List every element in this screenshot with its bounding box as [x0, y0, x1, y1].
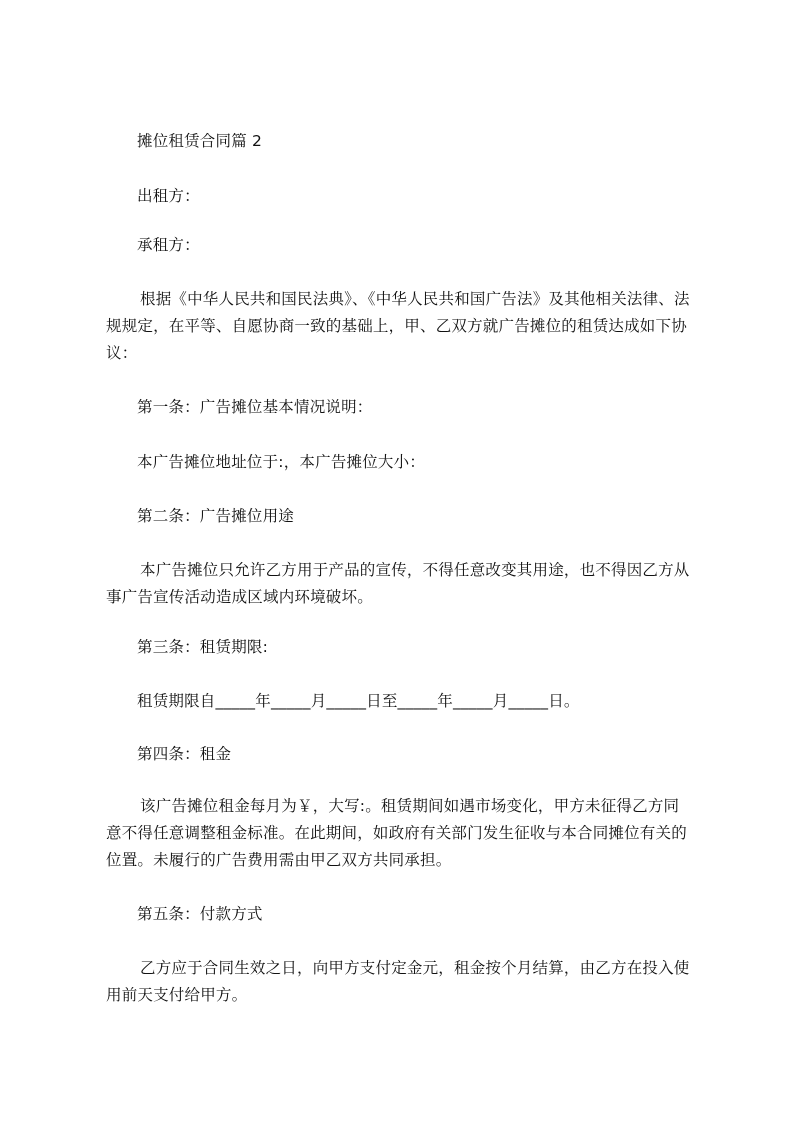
article-5-line: 用前天支付给甲方。 [106, 986, 248, 1004]
article-4-line: 该广告摊位租金每月为￥，大写:。租赁期间如遇市场变化，甲方未征得乙方同 [140, 797, 680, 815]
intro-line: 根据《中华人民共和国民法典》、《中华人民共和国广告法》及其他相关法律、法 [140, 290, 690, 308]
article-4-line: 意不得任意调整租金标准。在此期间，如政府有关部门发生征收与本合同摊位有关的 [106, 824, 687, 842]
article-2-line: 本广告摊位只允许乙方用于产品的宣传，不得任意改变其用途，也不得因乙方从 [140, 561, 690, 579]
article-5-heading: 第五条：付款方式 [137, 905, 263, 923]
article-1-heading: 第一条：广告摊位基本情况说明： [137, 398, 373, 416]
article-4-line: 位置。未履行的广告费用需由甲乙双方共同承担。 [106, 851, 452, 869]
article-5-line: 乙方应于合同生效之日，向甲方支付定金元，租金按个月结算，由乙方在投入使 [140, 959, 690, 977]
article-3-heading: 第三条：租赁期限: [137, 638, 269, 656]
intro-line: 规规定，在平等、自愿协商一致的基础上，甲、乙双方就广告摊位的租赁达成如下协 [106, 317, 687, 335]
intro-line: 议： [106, 344, 138, 362]
article-4-heading: 第四条：租金 [137, 745, 232, 763]
lessee-label: 承租方： [137, 236, 200, 254]
lessor-label: 出租方： [137, 187, 200, 205]
article-1-body: 本广告摊位地址位于:，本广告摊位大小： [137, 453, 426, 471]
document-title: 摊位租赁合同篇 2 [137, 132, 263, 150]
article-2-line: 事广告宣传活动造成区域内环境破坏。 [106, 588, 373, 606]
article-3-body: 租赁期限自_____年_____月_____日至_____年_____月_____日。 [137, 692, 580, 710]
article-2-heading: 第二条：广告摊位用途 [137, 507, 295, 525]
